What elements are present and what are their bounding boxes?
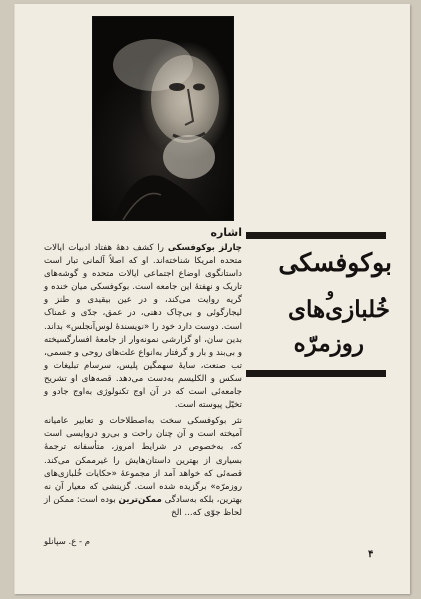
author-name: چارلز بوکوفسکی xyxy=(167,243,243,253)
magazine-page xyxy=(14,4,410,594)
author-portrait xyxy=(92,16,234,221)
title-line-2: خُلبازی‌های xyxy=(287,296,390,323)
portrait-shading xyxy=(93,17,233,220)
title-rule-bottom xyxy=(246,370,386,377)
page-number: ۴ xyxy=(368,549,374,560)
title-conjunction: و xyxy=(326,282,334,300)
intro-paragraph-2: نثر بوکوفسکی سخت به‌اصطلاحات و تعابیر عامیانه آمیخته است و آن چنان راحت و بی‌رو دروایسی است که، به‌خصوص در شرایط امروز، متأسفانه ترجمۀ بسیاری از بهترین داستان‌هایش را غیرممکن می‌کند. قصه‌ئی که خواهد آمد از مجموعۀ «حکایات خُلبازی‌های روزمرّه» برگزیده شده است. گزینشی که معیار آن نه بهترین، بلکه به‌سادگی ممکن‌ترین بوده است: ممکن از لحاظ جوّی که... الخ xyxy=(44,416,242,518)
translator-signature: م - ع. سپانلو xyxy=(44,537,91,547)
title-rule-top xyxy=(246,232,386,239)
article-title-block xyxy=(244,232,392,392)
intro-paragraph-1 xyxy=(44,242,242,412)
paragraph-1-text: را کشف دهۀ هفتاد ادبیات ایالات متحده امریکا شناخته‌اند. او که اصلاً آلمانی تبار است داستانگوی اوضاع اجتماعی ایالات متحده و گوشه‌های تاریک و نهفتۀ این جامعه است. بوکوفسکی میان خنده و گریه روایت می‌کند، و در عین بیقیدی و طنز و لیجارگوئی و بی‌چاک دهنی، در عمق، جدّی و غمناک است. دوست دارد خود را «نویسندۀ لوس‌آنجلس» بداند. بدین سان، او گزارشی نمونه‌وار از جامعۀ افسارگسیخته و بی‌بند و بار و گرفتار به‌انواع علت‌های روحی و جسمی، تب صنعت، سایۀ سهمگین پلیس، سرسام تبلیغات و سکس و الکلیسم به‌دست می‌دهد. قصه‌های او تشریح جامعه‌ئی است که در آن اوج تکنولوژی به‌اوج جادو و تخیّل پیوسته است. xyxy=(44,243,242,411)
section-heading: اشاره xyxy=(210,226,242,239)
emphasized-word: ممکن‌ترین xyxy=(118,494,162,505)
intro-text-column xyxy=(44,226,242,520)
title-line-3: روزمرّه xyxy=(293,330,364,357)
page-edge xyxy=(14,4,15,594)
title-line-1: بوکوفسکی xyxy=(278,248,392,277)
